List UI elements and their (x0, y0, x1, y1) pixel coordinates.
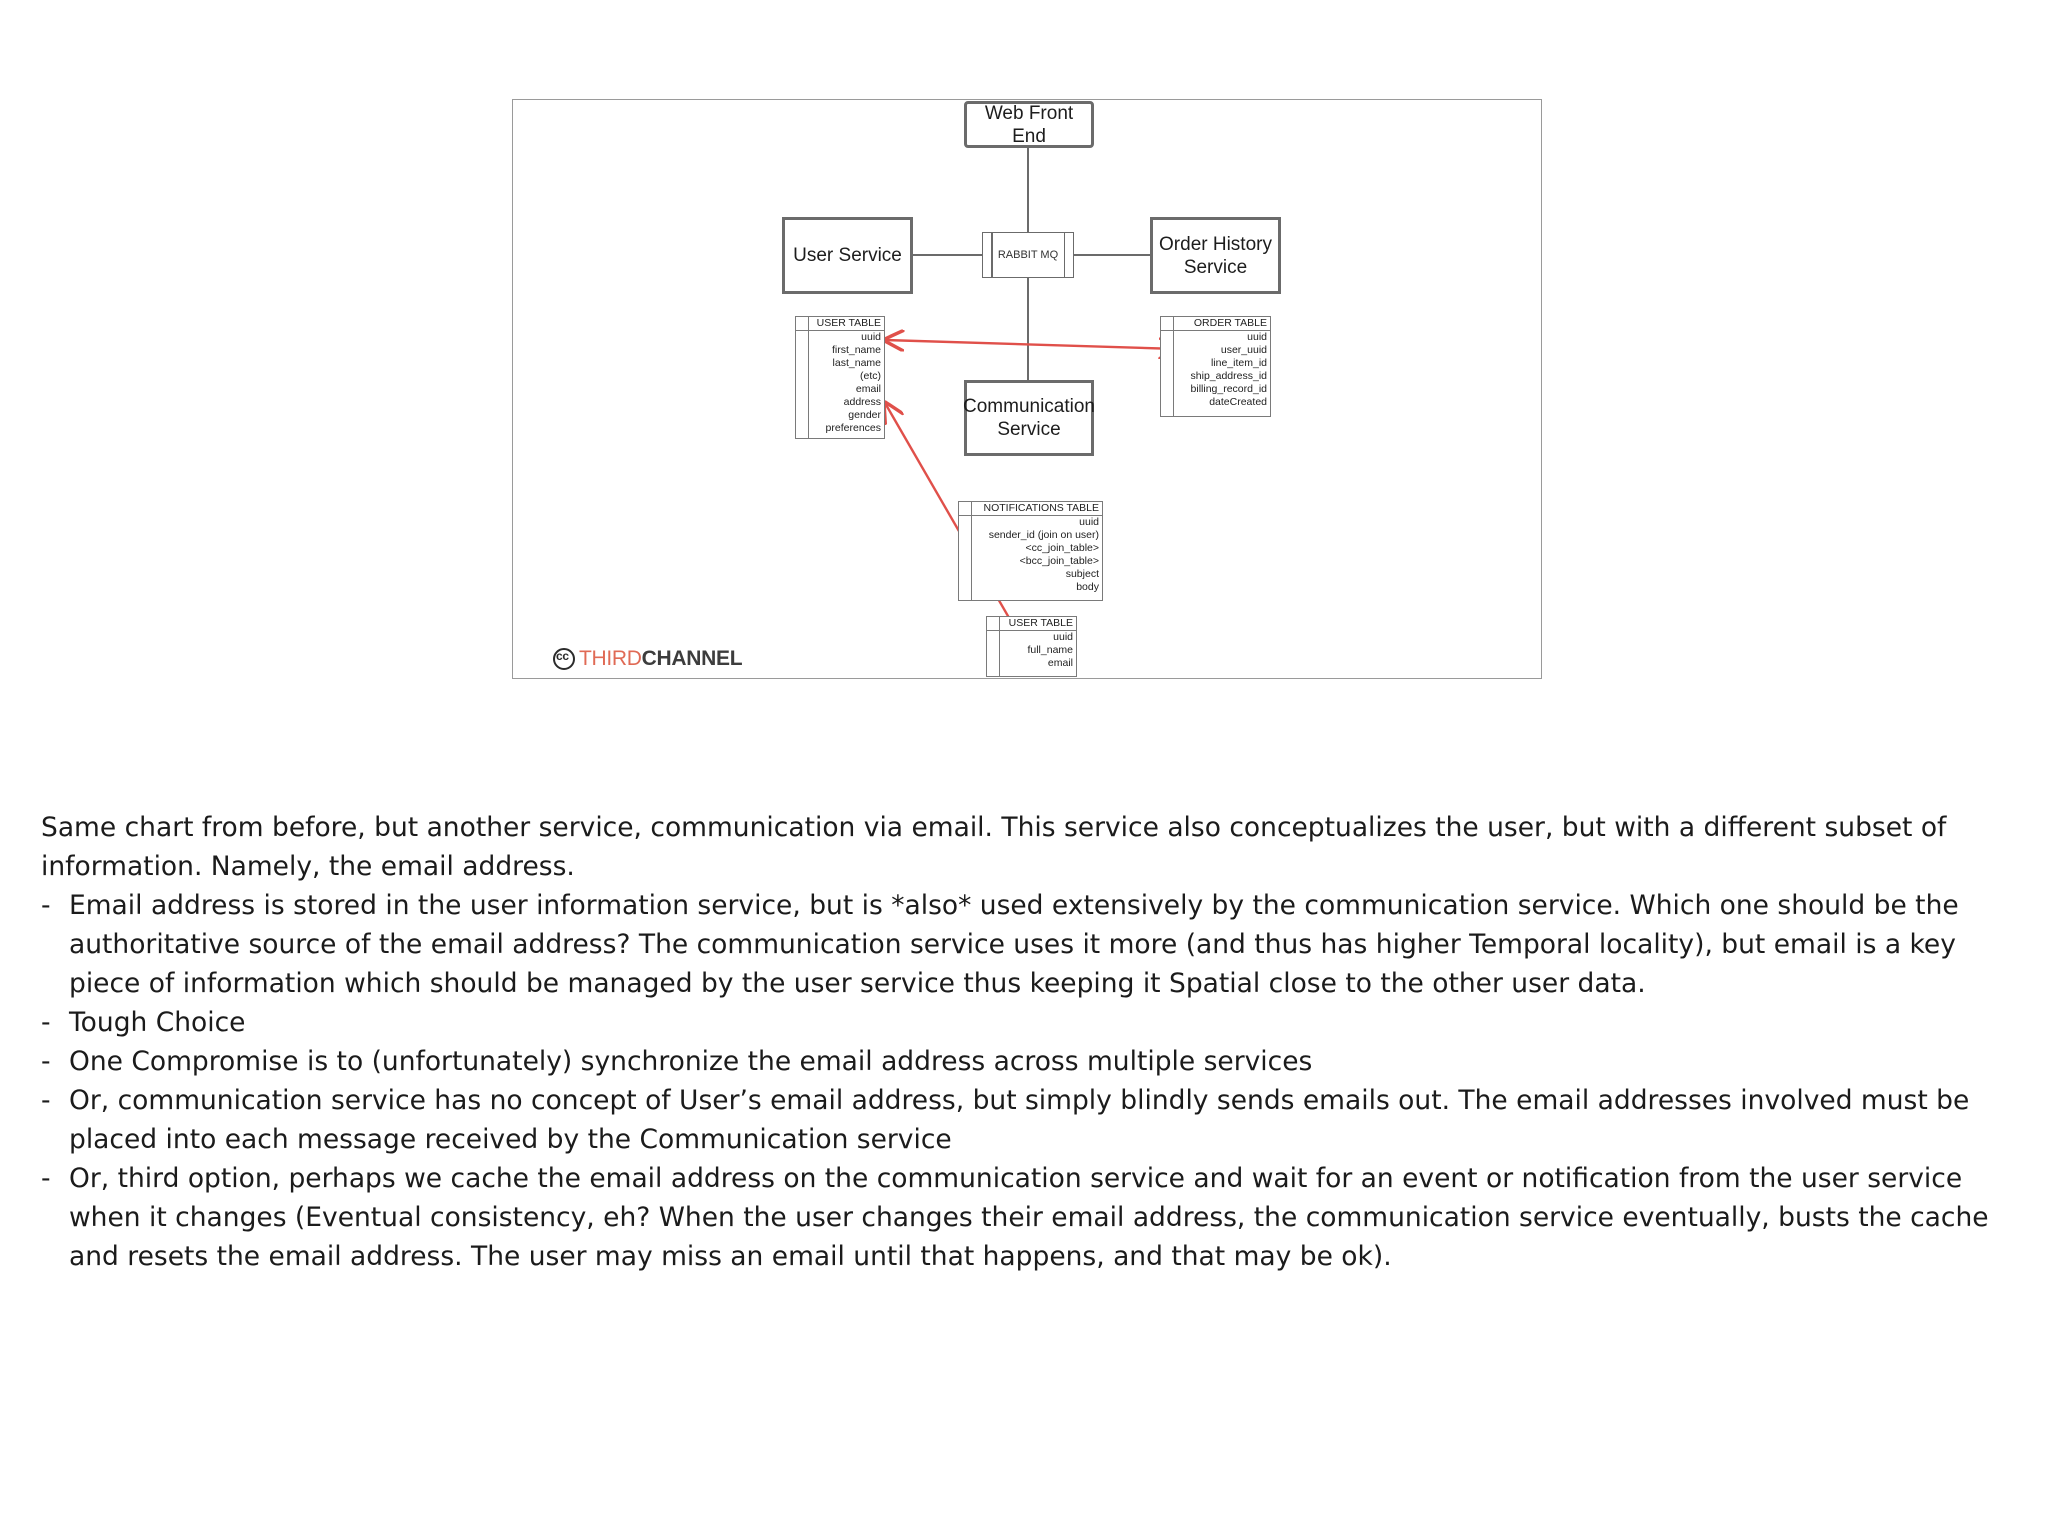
thirdchannel-logo-icon (553, 648, 575, 670)
order-table-field: dateCreated (1209, 396, 1267, 408)
order-history-service-box: Order History Service (1150, 217, 1281, 294)
speaker-notes (41, 808, 2031, 1276)
notes-bullet (41, 1159, 2031, 1276)
notifications-table-field: uuid (1079, 516, 1099, 528)
logo-text-channel: CHANNEL (641, 647, 743, 670)
user-service-box: User Service (782, 217, 913, 294)
thirdchannel-logo (553, 645, 742, 673)
comm-user-table-field: full_name (1027, 644, 1073, 656)
user-table-field: email (855, 383, 881, 395)
logo-text-third: THIRD (579, 647, 642, 670)
order-table-field: billing_record_id (1190, 383, 1267, 395)
communication-service-box: Communication Service (964, 380, 1094, 456)
notes-intro: Same chart from before, but another service, communication via email. This service also conceptualizes the user, but with a different subset of information. Namely, the email address. (41, 812, 1947, 882)
user-table-field: last_name (832, 357, 881, 369)
notes-bullet (41, 886, 2031, 1003)
user-table-field: (etc) (860, 370, 881, 382)
notifications-table (958, 501, 1103, 601)
comm-user-table-field: email (1047, 657, 1073, 669)
bullet-dash: - (41, 1085, 51, 1116)
notes-bullet (41, 1042, 2031, 1081)
notifications-table-header: NOTIFICATIONS TABLE (959, 502, 1102, 516)
comm-user-table-header: USER TABLE (987, 617, 1076, 631)
notes-bullet-text: Tough Choice (69, 1007, 246, 1038)
rabbit-mq-box: RABBIT MQ (982, 232, 1074, 278)
notes-bullet-list (41, 886, 2031, 1276)
order-table-field: uuid (1247, 331, 1267, 343)
notes-bullet-text: Or, third option, perhaps we cache the email address on the communication service and wait for an event or notification from the user service when it changes (Eventual consistency, eh? When the user changes their email address, the communication service eventually, busts the cache and resets the email address. The user may miss an email until that happens, and that may be ok). (69, 1163, 1989, 1272)
user-table (795, 316, 885, 439)
order-table-header: ORDER TABLE (1161, 317, 1270, 331)
notes-bullet (41, 1003, 2031, 1042)
notifications-table-field: subject (1065, 568, 1099, 580)
user-table-header: USER TABLE (796, 317, 884, 331)
comm-user-table (986, 616, 1077, 677)
notifications-table-field: body (1076, 581, 1099, 593)
order-table-field: line_item_id (1210, 357, 1267, 369)
comm-user-table-field: uuid (1053, 631, 1073, 643)
user-table-field: first_name (831, 344, 881, 356)
user-table-field: gender (848, 409, 881, 421)
notes-bullet-text: Email address is stored in the user information service, but is *also* used extensively by the communication service. Which one should be the authoritative source of the email address? The communication service uses it more (and thus has higher Temporal locality), but email is a key piece of information which should be managed by the user service thus keeping it Spatial close to the other user data. (69, 890, 1959, 999)
architecture-diagram (512, 99, 1542, 679)
order-table-field: ship_address_id (1190, 370, 1267, 382)
notes-bullet-text: Or, communication service has no concept of User’s email address, but simply blindly sends emails out. The email addresses involved must be placed into each message received by the Communication service (69, 1085, 1970, 1155)
order-table (1160, 316, 1271, 417)
notifications-table-field: sender_id (join on user) (988, 529, 1099, 541)
user-table-field: preferences (825, 422, 881, 434)
arrow-user-uuid-to-order-user-uuid (885, 340, 1178, 349)
user-table-field: uuid (861, 331, 881, 343)
notifications-table-field: <bcc_join_table> (1019, 555, 1099, 567)
bullet-dash: - (41, 1163, 51, 1194)
notes-bullet (41, 1081, 2031, 1159)
bullet-dash: - (41, 1046, 51, 1077)
bullet-dash: - (41, 1007, 51, 1038)
order-table-field: user_uuid (1220, 344, 1267, 356)
bullet-dash: - (41, 890, 51, 921)
user-table-field: address (843, 396, 881, 408)
notifications-table-field: <cc_join_table> (1025, 542, 1099, 554)
web-front-end-box: Web Front End (964, 101, 1094, 148)
notes-bullet-text: One Compromise is to (unfortunately) synchronize the email address across multiple services (69, 1046, 1313, 1077)
